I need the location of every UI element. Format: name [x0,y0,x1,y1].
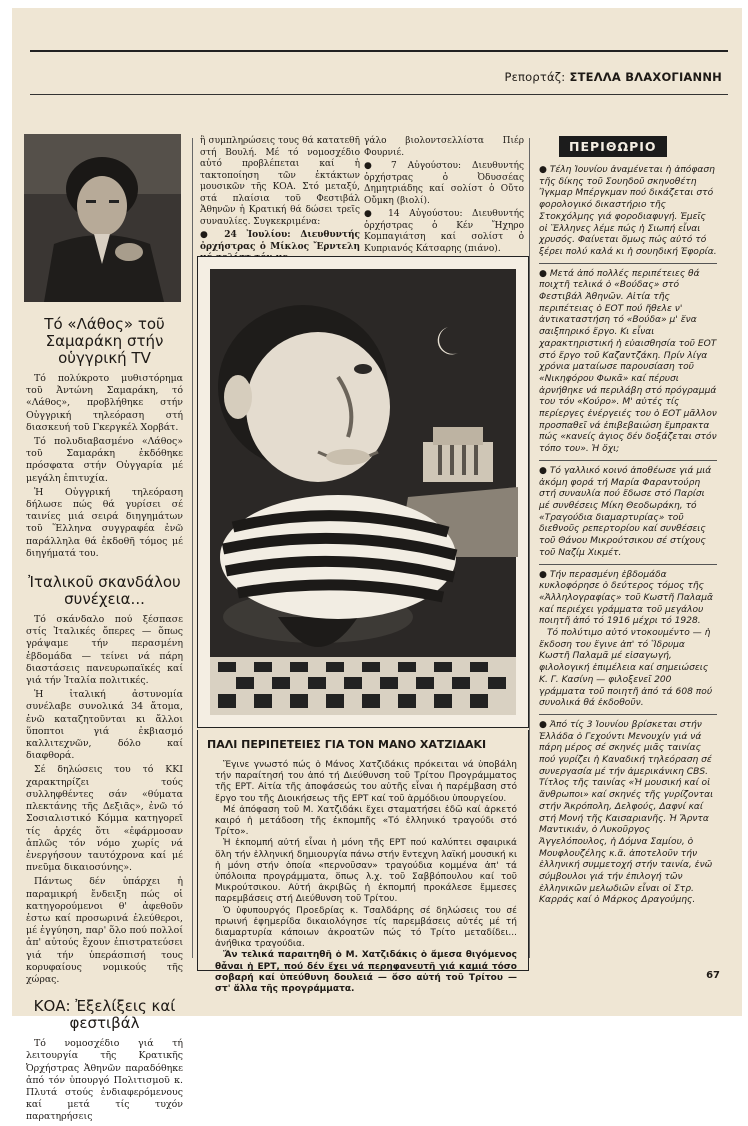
koa-continued: ἢ συμπληρώσεις τους θά κατατεθῆ στή Βουλή. Μέ τό νομοσχέδιο αὐτό προβλέπεται καί ἡ τακτοποίηση τῶν ἐκτάκτων μουσικῶν τῆς ΚΟΑ. Στό μεταξύ, στά πλαίσια τοῦ Φεστιβάλ Ἀθηνῶν ἡ Κρατική θά δώσει τρεῖς συναυλίες. Συγκεκριμένα: [200,136,360,227]
sidebar-text: ● Τό γαλλικό κοινό ἀποθέωσε γιά μιά ἀκόμη φορά τή Μαρία Φαραντούρη στή συναυλία πού ἔδωσε στό Παρίσι μέ συνθέσεις Μίκη Θεοδωράκη, τό «Τραγούδια διαμαρτυρίας» τοῦ διεθνοῦς ρεπερτορίου καί συνθέσεις τοῦ Θάνου Μικρούτσικου σέ στίχους τοῦ Ναζίμ Χικμέτ. [539,465,712,558]
left-column [26,308,183,1126]
page-number: 67 [706,970,720,981]
story1-paragraph: Τό πολυδιαβασμένο «Λάθος» τοῦ Σαμαράκη ἐκδόθηκε πρόσφατα στήν Οὑγγαρία μέ μεγάλη ἐπιτυχία. [26,436,183,484]
sidebar-item [539,568,717,715]
story1-headline: Τό «Λάθος» τοῦ Σαμαράκη στήν οὑγγρική TV [44,315,165,367]
story2-headline: Ἰταλικοῦ σκανδάλου συνέχεια... [28,573,181,609]
byline [504,70,722,84]
story3-headline: ΚΟΑ: Ἐξελίξεις καί φεστιβάλ [33,997,176,1033]
story2-paragraph: Ἡ ἰταλική ἀστυνομία συνέλαβε συνολικά 34 ἄτομα, ἐνῶ καταζητοῦνται κι ἄλλοι ὕποπτοι γιά ἐκβιασμό καλλιτεχνῶν, δόλο καί διαφθορά. [26,689,183,762]
concert-item: ● 14 Αὐγούστου: Διευθυντής ὀρχήστρας ὁ Κέν Ἤχηρο Κομπαγιάτση καί σολίστ ὁ Κυπριανός Κάτσαρης (πιάνο). [364,209,524,254]
sidebar-text: ● Τήν περασμένη ἑβδομάδα κυκλοφόρησε ὁ δεύτερος τόμος τῆς «Ἀλληλογραφίας» τοῦ Κωστῆ Παλαμᾶ καί περιέχει γράμματα τοῦ μεγάλου ποιητῆ ἀπό τό 1916 μέχρι τό 1928. [539,569,714,627]
sidebar-text: Τό πολύτιμο αὐτό ντοκουμέντο — ἡ ἔκδοση του ἔγινε ἀπ' τό Ἵδρυμα Κωστῆ Παλαμᾶ μέ εἰσαγωγή, φιλολογική ἐπιμέλεια καί σημειώσεις Κ. Γ. Κασίνη — φιλοξενεῖ 200 γράμματα τοῦ ποιητῆ ἀπό τά 608 πού συνολικά θά ἐκδοθοῦν. [539,628,713,709]
feature-paragraph: Ὁ ὑφυπουργός Προεδρίας κ. Τσαλδάρης σέ δηλώσεις του σέ πρωινή ἐφημερίδα δικαιολόγησε τίς παρεμβάσεις αὐτές μέ τή διαμαρτυρία κάποιων ἀκροατῶν πώς τό Τρίτο μεταδίδει... ἀνήθικα τραγούδια. [215,905,517,950]
byline-label: Ρεπορτάζ: [504,70,566,84]
feature-paragraph: Ἡ ἐκπομπή αὐτή εἶναι ἡ μόνη τῆς ΕΡΤ πού καλύπτει σφαιρικά ὅλη τήν ἑλληνική δημιουργία πάνω στήν ἔντεχνη λαϊκή μουσική κι ἡ μόνη στήν ὁποία «περνοῦσαν» τραγούδια κομμένα ἀπ' τά ὑπόλοιπα προγράμματα, ὅπως λ.χ. τοῦ Σαββόπουλου καί τοῦ Μικρούτσικου. Αὐτή ἀκριβῶς ἡ ἐκπομπή προκάλεσε ἔμμεσες παρεμβάσεις στή Διεύθυνση τοῦ Τρίτου. [215,838,517,905]
feature-headline: ΠΑΛΙ ΠΕΡΙΠΕΤΕΙΕΣ ΓΙΑ ΤΟΝ ΜΑΝΟ ΧΑΤΖΙΔΑΚΙ [207,738,487,751]
sidebar-item [539,718,717,911]
sidebar-text: ● Τέλη Ἰουνίου ἀναμένεται ἡ ἀπόφαση τῆς δίκης τοῦ Σουηδοῦ σκηνοθέτη Ἴγκμαρ Μπέργκμαν πού δικάζεται στό φορολογικό δικαστήριο τῆς Στοκχόλμης γιά φοροδιαφυγή. Ἐμεῖς οἱ Ἕλληνες λέμε πώς ἡ Σιωπή εἶναι χρυσός. Φαίνεται ὅμως πώς αὐτό τό ξέρει πολύ καλά κι ἡ σουηδική Ἐφορία. [539,165,717,257]
story3-paragraph: Τό νομοσχέδιο γιά τή λειτουργία τῆς Κρατικῆς Ὀρχήστρας Ἀθηνῶν παραδόθηκε ἀπό τόν ὑπουργό Πολιτισμοῦ κ. Πλυτά στούς ἐνδιαφερόμενους καί μετά τίς τυχόν παρατηρήσεις [26,1038,183,1123]
sidebar-item [539,464,717,565]
feature-paragraph: Ἄν τελικά παραιτηθῆ ὁ Μ. Χατζιδάκις ὁ ἄμεσα θιγόμενος θἆναι ἡ ΕΡΤ, πού δέν ἔχει νά περηφανευτῆ γιά καμιά τόσο σοβαρή καί ὑπεύθυνη δουλειά — ὅσο αὐτή τοῦ Τρίτου — στ' ἄλλα τῆς προγράμματα. [215,950,517,995]
concert-item: ● 7 Αὐγούστου: Διευθυντής ὀρχήστρας ὁ Ὀδυσσέας Δημητριάδης καί σολίστ ὁ Οὔτο Οὔμκη (βιολί). [364,161,524,206]
feature-body [215,760,517,995]
sidebar-column [539,163,717,914]
feature-paragraph: Ἔγινε γνωστό πώς ὁ Μάνος Χατζιδάκις πρόκειται νά ὑποβάλη τήν παραίτησή του ἀπό τή Διεύθυνση τοῦ Τρίτου Προγράμματος τῆς ΕΡΤ. Αἰτία τῆς ἀποφάσεώς του αὐτῆς εἶναι ἡ παρέμβαση στό ἔργο του τῆς Διοικήσεως τῆς ΕΡΤ καί τοῦ ἁρμόδιου ὑπουργείου. [215,760,517,804]
concert-item: ● 24 Ἰουλίου: Διευθυντής ὀρχήστρας ὁ Μίκλος Ἔρντελη [200,230,360,252]
mid-column-1 [200,136,360,267]
section-label-perithorio: ΠΕΡΙΘΩΡΙΟ [559,136,667,157]
story1-paragraph: Τό πολύκροτο μυθιστόρημα τοῦ Ἀντώνη Σαμαράκη, τό «Λάθος», προβλήθηκε στήν Οὑγγρική τηλεόραση στή διασκευή τοῦ Γκεργκέλ Χορβάτ. [26,373,183,433]
portrait-photo [24,134,181,302]
byline-author: ΣΤΕΛΛΑ ΒΛΑΧΟΓΙΑΝΝΗ [569,70,722,84]
column-divider [529,138,530,958]
caricature-illustration [197,256,529,728]
column-divider [192,138,193,958]
story1-paragraph: Ἡ Οὑγγρική τηλεόραση δήλωσε πώς θά γυρίσει σέ ταινίες μιά σειρά διηγημάτων τοῦ Ἕλληνα συγγραφέα ἐνῶ παράλληλα θά ἐκδοθῆ τόμος μέ διηγήματά του. [26,486,183,559]
top-rule [30,50,728,52]
concert-continued: γάλο βιολοντσελλίστα Πιέρ Φουρνιέ. [364,136,524,158]
sidebar-text: ● Ἀπό τίς 3 Ἰουνίου βρίσκεται στήν Ἑλλάδα ὁ Γεχούντι Μενουχίν γιά νά πάρη μέρος σέ σκηνές μιᾶς ταινίας πού γυρίζει ἡ Καναδική τηλεόραση σέ συνεργασία μέ τήν ἀμερικάνικη CBS. Τίτλος τῆς ταινίας «Ἡ μουσική καί οἱ ἄνθρωποι» καί σκηνές τῆς γυρίζονται στήν Ἀκρόπολη, Δελφούς, Δαφνί καί στή Μονή τῆς Καισαριανῆς. Ἡ Ἄρντα Μαντικιάν, ὁ Λυκοῦργος Ἀγγελόπουλος, ἡ Δόμνα Σαμίου, ὁ Μουφλουζέλης κ.ἄ. ἀποτελοῦν τήν ἑλληνική συμμετοχή στήν ταινία, ἐνῶ σύμβουλοι γιά τήν ἐπιλογή τῶν ἑλληνικῶν μελωδιῶν εἶναι οἱ Στρ. Καρράς καί ὁ Μάρκος Δραγούμης. [539,719,714,906]
sidebar-item [539,163,717,264]
story2-paragraph: Σέ δηλώσεις του τό ΚΚΙ χαρακτηρίζει τούς συλληφθέντες σάν «θύματα πλεκτάνης τῆς Δεξιᾶς», ἐνῶ τό Σοσιαλιστικό Κόμμα κατηγορεῖ τίς ἀρχές ὅτι «ἐφάρμοσαν ἁπλῶς τόν νόμο χωρίς νά ἐνεργήσουν ταυτόχρονα καί μέ πνεῦμα δικαιοσύνης». [26,764,183,874]
sidebar-item [539,267,717,461]
story2-paragraph: Τό σκάνδαλο πού ξέσπασε στίς Ἰταλικές ὄπερες — ὅπως γράψαμε τήν περασμένη ἑβδομάδα — τείνει νά πάρη διαστάσεις πανευρωπαϊκές καί γιά τήν Ἰταλία πολιτικές. [26,614,183,687]
story2-paragraph: Πάντως δέν ὑπάρχει ἡ παραμικρή ἔνδειξη πώς οἱ κατηγορούμενοι θ' ἀφεθοῦν ἐστω καί προσωρινά ἐλεύθεροι, μέ ἐγγύηση, παρ' ὅλο πού πολλοί ἀπ' αὐτούς ἔχουν ἐπιστρατεύσει γιά τήν ὑπεράσπισή τους κορυφαίους νομικούς τῆς χώρας. [26,876,183,985]
feature-paragraph: Μέ ἀπόφαση τοῦ Μ. Χατζιδάκι ἔχει σταματήσει ἐδῶ καί ἀρκετό καιρό ἡ μετάδοση τῆς ἐκπομπῆς «Τό ἑλληνικό τραγούδι στό Τρίτο». [215,804,517,838]
sidebar-text: ● Μετά ἀπό πολλές περιπέτειες θά ποιχτῆ τελικά ὁ «Βούδας» στό Φεστιβάλ Ἀθηνῶν. Αἰτία τῆς περιπέτειας ὁ ΕΟΤ πού ἤθελε ν' ἀντικαταστήση τό «Βούδα» μ' ἕνα σαιξπηρικό ἔργο. Κι εἶναι χαρακτηριστική ἡ εὐαισθησία τοῦ ΕΟΤ στό ἔργο τοῦ Καζαντζάκη. Πρίν λίγα χρόνια ματαίωσε παρουσίαση τοῦ «Νικηφόρου Φωκᾶ» καί πέρυσι ἀρνήθηκε νά περιλάβη στό πρόγραμμά του τόν «Κούρο». Μ' αὐτές τίς περίεργες ἐνέργειές του ὁ ΕΟΤ μᾶλλον προσπαθεῖ νά ἐπιβεβαιώση ἔμπρακτα πώς «κανείς ἀγιος δέν δοξάζεται στόν τόπο του». Ἡ ὄχι; [539,268,717,455]
header-rule [30,94,728,95]
newspaper-page [12,8,742,1123]
mid-column-2 [364,136,524,257]
